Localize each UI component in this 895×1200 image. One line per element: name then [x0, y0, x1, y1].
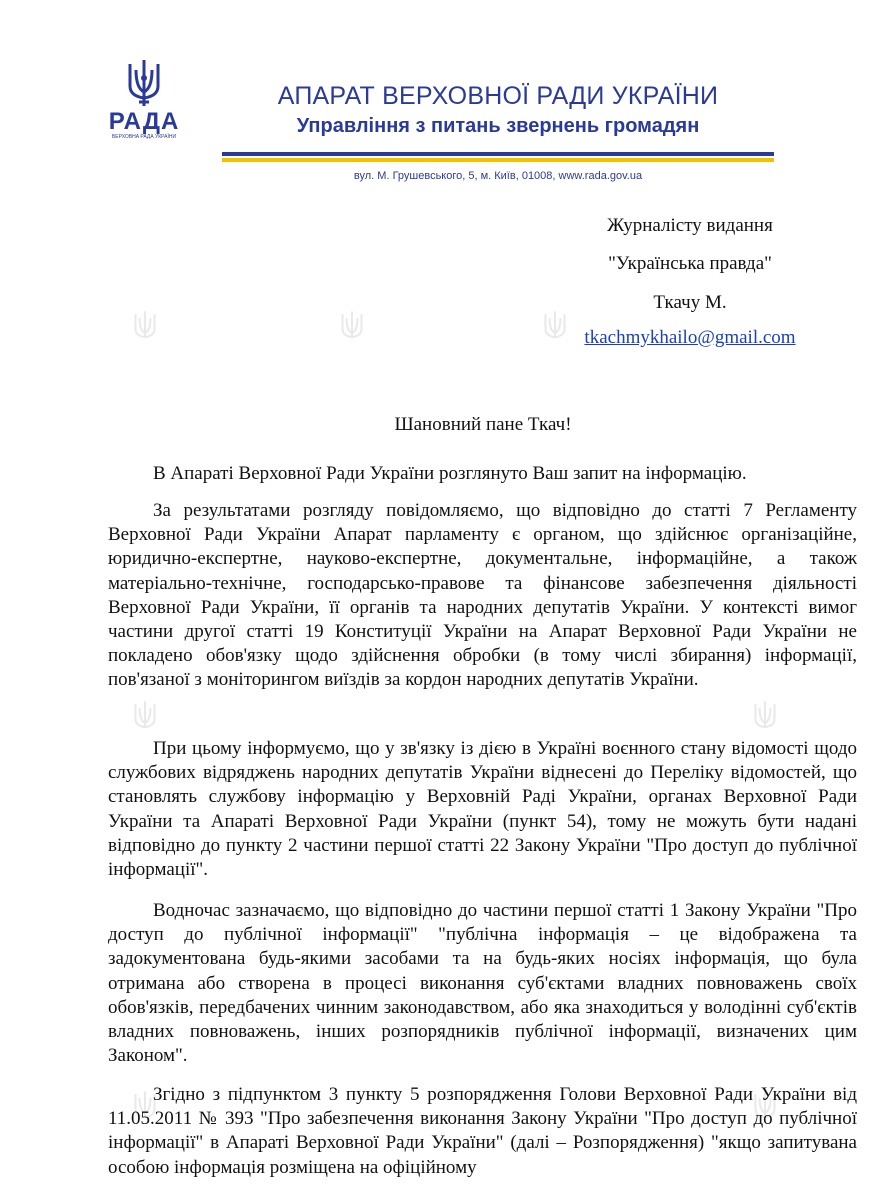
- trident-icon: [132, 700, 158, 734]
- trident-icon: [752, 700, 778, 734]
- logo-wordmark: РАДА: [108, 108, 180, 135]
- header-rule-blue: [222, 152, 774, 156]
- letter-greeting: Шановний пане Ткач!: [394, 414, 572, 435]
- letter-paragraph: Водночас зазначаємо, що відповідно до частини першої статті 1 Закону України "Про доступ до публічної інформації" "публічна інформація – це відображена та задокументована будь-якими засобами та на будь-яких носіях інформація, що була отримана або створена в процесі виконання суб'єктами владних повноважень своїх обов'язків, передбачених чинним законодавством, або яка знаходиться у володінні суб'єктів владних повноважень, інших розпорядників публічної інформації, визначених цим Законом".: [108, 900, 857, 1067]
- letter-paragraph: За результатами розгляду повідомляємо, що відповідно до статті 7 Регламенту Верховної Ради України Апарат парламенту є органом, що здійснює організаційне, юридично-експертне, науково-експертне, документальне, інформаційне, а також матеріально-технічне, господарсько-правове та фінансове забезпечення діяльності Верховної Ради України, її органів та народних депутатів України. У контексті вимог частини другої статті 19 Конституції України на Апарат Верховної Ради України не покладено обов'язку щодо здійснення обробки (в тому числі збирання) інформації, пов'язаної з моніторингом виїздів за кордон народних депутатів України.: [108, 500, 857, 691]
- addressee-line: "Українська правда": [608, 253, 772, 274]
- trident-icon: [132, 310, 158, 344]
- letter-paragraph: Згідно з підпунктом 3 пункту 5 розпорядження Голови Верховної Ради України від 11.05.2011 № 393 "Про забезпечення виконання Закону України "Про доступ до публічної інформації" в Апараті Верховної Ради України" (далі – Розпорядження) "якщо запитувана особою інформація розміщена на офіційному: [108, 1084, 857, 1178]
- watermark-logo: [115, 310, 175, 349]
- letter-paragraph: В Апараті Верховної Ради України розглянуто Ваш запит на інформацію.: [153, 463, 747, 484]
- org-title: АПАРАТ ВЕРХОВНОЇ РАДИ УКРАЇНИ: [277, 82, 719, 110]
- logo-caption: ВЕРХОВНА РАДА УКРАЇНИ: [111, 134, 177, 140]
- trident-icon: [339, 310, 365, 344]
- addressee-line: Журналісту видання: [607, 215, 773, 236]
- org-address: вул. М. Грушевського, 5, м. Київ, 01008, www.rada.gov.ua: [353, 170, 643, 182]
- watermark-logo: [322, 310, 382, 349]
- org-subtitle: Управління з питань звернень громадян: [296, 115, 700, 137]
- watermark-logo: [735, 700, 795, 739]
- addressee-email-link[interactable]: tkachmykhailo@gmail.com: [584, 327, 796, 348]
- header-rule-yellow: [222, 158, 774, 162]
- addressee-line: Ткачу М.: [653, 292, 727, 313]
- rada-logo: [104, 58, 184, 158]
- letter-paragraph: При цьому інформуємо, що у зв'язку із дією в Україні воєнного стану відомості щодо службових відряджень народних депутатів України віднесені до Переліку відомостей, що становлять службову інформацію у Верховній Раді України, органах Верховної Ради України та Апараті Верховної Ради України (пункт 54), тому не можуть бути надані відповідно до пункту 2 частини першої статті 22 Закону України "Про доступ до публічної інформації".: [108, 738, 857, 881]
- watermark-logo: [115, 700, 175, 739]
- trident-icon: [125, 58, 163, 108]
